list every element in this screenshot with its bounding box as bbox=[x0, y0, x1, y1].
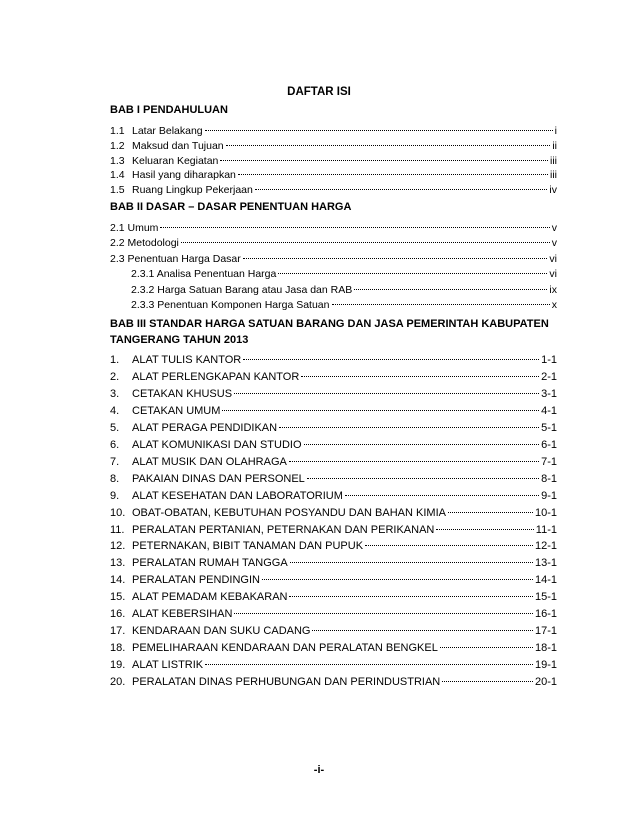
entry-title: ALAT KEBERSIHAN bbox=[132, 608, 233, 621]
entry-page: vi bbox=[549, 252, 557, 265]
entry-page: 13-1 bbox=[534, 557, 557, 570]
entry-page: 2-1 bbox=[541, 370, 557, 383]
entry-title: ALAT PERLENGKAPAN KANTOR bbox=[132, 370, 300, 383]
entry-title: ALAT PEMADAM KEBAKARAN bbox=[132, 591, 288, 604]
dot-leader bbox=[279, 427, 539, 428]
entry-page: v bbox=[551, 237, 557, 250]
dot-leader bbox=[205, 664, 533, 665]
toc-entry bbox=[110, 139, 557, 153]
entry-page: 10-1 bbox=[534, 506, 557, 519]
dot-leader bbox=[304, 444, 540, 445]
entry-number: 4. bbox=[110, 404, 120, 417]
entry-number: 12. bbox=[110, 540, 126, 553]
entry-number: 9. bbox=[110, 489, 120, 502]
toc-entry bbox=[110, 505, 557, 522]
toc-entry bbox=[131, 283, 557, 297]
dot-leader bbox=[278, 273, 547, 274]
dot-leader bbox=[181, 242, 550, 243]
entry-page: 20-1 bbox=[534, 676, 557, 689]
entry-page: 15-1 bbox=[534, 591, 557, 604]
entry-page: 6-1 bbox=[541, 438, 557, 451]
toc-entry bbox=[110, 454, 557, 471]
dot-leader bbox=[160, 227, 549, 228]
entry-number: 6. bbox=[110, 438, 120, 451]
entry-page: 1-1 bbox=[541, 354, 557, 366]
toc-entry bbox=[110, 369, 557, 386]
entry-page: 18-1 bbox=[534, 642, 557, 655]
entry-page: ix bbox=[549, 283, 557, 296]
entry-title: ALAT PERAGA PENDIDIKAN bbox=[132, 421, 278, 434]
toc-entry bbox=[110, 183, 557, 197]
entry-page: 3-1 bbox=[541, 387, 557, 400]
dot-leader bbox=[289, 461, 539, 462]
dot-leader bbox=[243, 258, 548, 259]
toc-entry bbox=[110, 674, 557, 691]
dot-leader bbox=[345, 495, 539, 496]
toc-entry bbox=[110, 589, 557, 606]
entry-title: Maksud dan Tujuan bbox=[132, 139, 224, 152]
toc-entry bbox=[110, 221, 557, 235]
entry-title: ALAT MUSIK DAN OLAHRAGA bbox=[132, 455, 287, 468]
entry-title: Hasil yang diharapkan bbox=[132, 169, 236, 182]
toc-entry bbox=[110, 538, 557, 555]
entry-page: 7-1 bbox=[541, 455, 557, 468]
entry-number: 1. bbox=[110, 354, 120, 366]
toc-title: DAFTAR ISI bbox=[287, 86, 351, 98]
entry-title: 2.3 Penentuan Harga Dasar bbox=[110, 252, 241, 265]
entry-page: 16-1 bbox=[534, 608, 557, 621]
entry-page: x bbox=[551, 299, 557, 311]
entry-title: Ruang Lingkup Pekerjaan bbox=[132, 184, 253, 196]
dot-leader bbox=[289, 596, 532, 597]
toc-entry bbox=[110, 606, 557, 623]
entry-number: 8. bbox=[110, 472, 120, 485]
toc-entry bbox=[110, 168, 557, 182]
entry-number: 15. bbox=[110, 591, 126, 604]
entry-page: 12-1 bbox=[534, 540, 557, 553]
entry-number: 13. bbox=[110, 557, 126, 570]
entry-number: 1.5 bbox=[110, 184, 125, 196]
toc-entry bbox=[110, 471, 557, 488]
entry-title: ALAT KESEHATAN DAN LABORATORIUM bbox=[132, 489, 343, 502]
entry-number: 17. bbox=[110, 625, 126, 638]
entry-page: 8-1 bbox=[541, 472, 557, 485]
entry-title: CETAKAN KHUSUS bbox=[132, 387, 233, 400]
entry-title: Latar Belakang bbox=[132, 125, 203, 137]
dot-leader bbox=[243, 359, 539, 360]
entry-title: Keluaran Kegiatan bbox=[132, 154, 219, 167]
entry-number: 1.4 bbox=[110, 169, 125, 182]
entry-title: 2.1 Umum bbox=[110, 222, 159, 234]
entry-number: 7. bbox=[110, 455, 120, 468]
entry-title: PERALATAN PENDINGIN bbox=[132, 574, 260, 587]
toc-entry bbox=[110, 623, 557, 640]
entry-page: ii bbox=[552, 139, 557, 152]
entry-title: 2.3.2 Harga Satuan Barang atau Jasa dan RAB bbox=[131, 283, 353, 296]
dot-leader bbox=[222, 410, 539, 411]
dot-leader bbox=[301, 376, 539, 377]
toc-entry bbox=[110, 236, 557, 250]
entry-number: 5. bbox=[110, 421, 120, 434]
dot-leader bbox=[255, 189, 548, 190]
dot-leader bbox=[290, 562, 533, 563]
dot-leader bbox=[307, 478, 539, 479]
dot-leader bbox=[332, 304, 550, 305]
bab3-heading-line2: TANGERANG TAHUN 2013 bbox=[110, 334, 249, 346]
dot-leader bbox=[448, 512, 533, 513]
toc-entry bbox=[110, 352, 557, 369]
toc-entry bbox=[110, 437, 557, 454]
entry-title: PEMELIHARAAN KENDARAAN DAN PERALATAN BENGKEL bbox=[132, 642, 438, 655]
dot-leader bbox=[234, 393, 539, 394]
toc-entry bbox=[110, 640, 557, 657]
entry-title: ALAT TULIS KANTOR bbox=[132, 354, 242, 366]
toc-entry bbox=[110, 386, 557, 403]
dot-leader bbox=[262, 579, 533, 580]
entry-title: PERALATAN PERTANIAN, PETERNAKAN DAN PERIKANAN bbox=[132, 523, 435, 536]
entry-number: 14. bbox=[110, 574, 126, 587]
toc-entry bbox=[110, 124, 557, 138]
toc-entry bbox=[110, 154, 557, 168]
entry-title: 2.3.3 Penentuan Komponen Harga Satuan bbox=[131, 299, 330, 311]
entry-page: 11-1 bbox=[535, 523, 557, 536]
dot-leader bbox=[226, 145, 551, 146]
bab3-heading-line1: BAB III STANDAR HARGA SATUAN BARANG DAN JASA PEMERINTAH KABUPATEN bbox=[110, 318, 549, 330]
toc-entry bbox=[131, 298, 557, 312]
entry-title: 2.2 Metodologi bbox=[110, 237, 179, 250]
entry-number: 3. bbox=[110, 387, 120, 400]
entry-title: KENDARAAN DAN SUKU CADANG bbox=[132, 625, 311, 638]
entry-number: 10. bbox=[110, 506, 126, 519]
entry-number: 1.1 bbox=[110, 125, 125, 137]
entry-title: ALAT LISTRIK bbox=[132, 659, 204, 672]
dot-leader bbox=[234, 613, 533, 614]
toc-entry bbox=[110, 522, 557, 539]
entry-title: OBAT-OBATAN, KEBUTUHAN POSYANDU DAN BAHAN KIMIA bbox=[132, 506, 446, 519]
entry-title: ALAT KOMUNIKASI DAN STUDIO bbox=[132, 438, 302, 451]
entry-number: 18. bbox=[110, 642, 126, 655]
entry-page: iv bbox=[549, 184, 557, 196]
entry-number: 19. bbox=[110, 659, 126, 672]
entry-page: iii bbox=[550, 154, 557, 167]
entry-page: i bbox=[554, 125, 557, 137]
entry-number: 20. bbox=[110, 676, 126, 689]
entry-page: 5-1 bbox=[541, 421, 557, 434]
toc-entry bbox=[110, 572, 557, 589]
entry-number: 2. bbox=[110, 370, 120, 383]
toc-entry bbox=[110, 252, 557, 266]
dot-leader bbox=[442, 681, 533, 682]
dot-leader bbox=[312, 630, 532, 631]
dot-leader bbox=[436, 529, 533, 530]
dot-leader bbox=[440, 647, 533, 648]
entry-page: 19-1 bbox=[534, 659, 557, 672]
toc-entry bbox=[110, 403, 557, 420]
entry-number: 1.3 bbox=[110, 154, 125, 167]
dot-leader bbox=[365, 545, 533, 546]
toc-entry bbox=[110, 420, 557, 437]
entry-page: 14-1 bbox=[534, 574, 557, 587]
entry-title: PETERNAKAN, BIBIT TANAMAN DAN PUPUK bbox=[132, 540, 364, 553]
entry-title: CETAKAN UMUM bbox=[132, 404, 221, 417]
entry-page: 9-1 bbox=[541, 489, 557, 502]
entry-page: vi bbox=[549, 268, 557, 281]
entry-title: 2.3.1 Analisa Penentuan Harga bbox=[131, 268, 277, 281]
toc-entry bbox=[110, 488, 557, 505]
entry-page: 4-1 bbox=[541, 404, 557, 417]
toc-entry bbox=[131, 267, 557, 281]
bab2-heading: BAB II DASAR – DASAR PENENTUAN HARGA bbox=[110, 201, 352, 213]
entry-title: PERALATAN DINAS PERHUBUNGAN DAN PERINDUSTRIAN bbox=[132, 676, 441, 689]
entry-number: 11. bbox=[110, 523, 125, 536]
entry-number: 1.2 bbox=[110, 139, 125, 152]
bab1-heading: BAB I PENDAHULUAN bbox=[110, 104, 228, 116]
dot-leader bbox=[238, 174, 548, 175]
dot-leader bbox=[205, 130, 553, 131]
entry-page: v bbox=[551, 222, 557, 234]
toc-entry bbox=[110, 555, 557, 572]
entry-page: iii bbox=[550, 169, 557, 182]
page-number: -i- bbox=[313, 764, 325, 776]
toc-entry bbox=[110, 657, 557, 674]
dot-leader bbox=[220, 160, 548, 161]
dot-leader bbox=[354, 289, 547, 290]
entry-title: PAKAIAN DINAS DAN PERSONEL bbox=[132, 472, 305, 485]
entry-number: 16. bbox=[110, 608, 126, 621]
entry-page: 17-1 bbox=[534, 625, 557, 638]
entry-title: PERALATAN RUMAH TANGGA bbox=[132, 557, 288, 570]
